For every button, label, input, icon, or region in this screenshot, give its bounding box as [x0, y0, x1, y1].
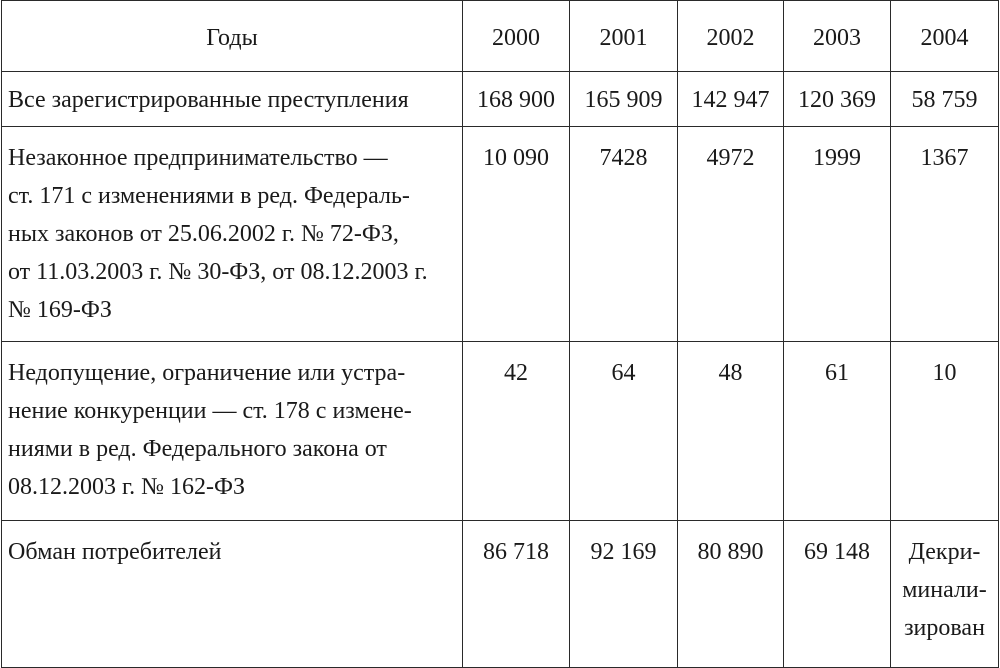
- value-cell-2003: [784, 127, 891, 342]
- value-cell-2003: [784, 521, 891, 668]
- row-label: [2, 342, 463, 521]
- value-cell-2002: [678, 127, 784, 342]
- table-row-all-crimes: [2, 72, 999, 127]
- header-year-2000: 2000: [463, 1, 570, 72]
- value-cell-2002: [678, 72, 784, 127]
- row-label-line: Все зарегистрированные преступления: [8, 87, 409, 113]
- value-cell-2002: [678, 521, 784, 668]
- value-text: 165 909: [584, 87, 663, 113]
- value-text: 7428: [599, 145, 648, 171]
- crime-statistics-table: [1, 0, 999, 668]
- row-label-line: Обман потребителей: [8, 539, 222, 565]
- value-cell-2001: [570, 342, 678, 521]
- row-label-line: Недопущение, ограничение или устра-: [8, 360, 406, 386]
- value-text: 86 718: [483, 539, 549, 565]
- value-cell-2003: [784, 72, 891, 127]
- value-text: 142 947: [691, 87, 770, 113]
- row-label: [2, 72, 463, 127]
- row-label-line: Незаконное предпринимательство —: [8, 145, 388, 171]
- value-text: зирован: [904, 615, 985, 641]
- table-header-row: [2, 1, 999, 72]
- value-cell-2000: [463, 521, 570, 668]
- row-label: [2, 521, 463, 668]
- table-row-consumer-fraud: [2, 521, 999, 668]
- value-text: 58 759: [911, 87, 978, 113]
- value-cell-2000: [463, 72, 570, 127]
- row-label-line: от 11.03.2003 г. № 30-ФЗ, от 08.12.2003 г.: [8, 259, 428, 285]
- row-label-line: ст. 171 с изменениями в ред. Федераль-: [8, 183, 410, 209]
- value-cell-2004: [891, 72, 999, 127]
- value-text: 120 369: [798, 87, 876, 113]
- row-label: [2, 127, 463, 342]
- value-cell-2000: [463, 127, 570, 342]
- value-text: 1367: [920, 145, 969, 171]
- value-cell-2002: [678, 342, 784, 521]
- value-text: 92 169: [590, 539, 657, 565]
- value-cell-2003: [784, 342, 891, 521]
- value-text: 1999: [813, 145, 861, 171]
- header-year-2003: 2003: [784, 1, 891, 72]
- value-text: минали-: [902, 577, 987, 603]
- header-year-2001: 2001: [570, 1, 678, 72]
- header-year-2002: 2002: [678, 1, 784, 72]
- value-text: 10: [932, 360, 957, 386]
- value-text: 80 890: [697, 539, 764, 565]
- value-text: 48: [718, 360, 743, 386]
- value-text: 42: [504, 360, 528, 386]
- value-cell-2000: [463, 342, 570, 521]
- row-label-line: ниями в ред. Федерального закона от: [8, 436, 387, 462]
- table-row-competition: [2, 342, 999, 521]
- value-text: 69 148: [804, 539, 870, 565]
- row-label-line: ных законов от 25.06.2002 г. № 72-ФЗ,: [8, 221, 399, 247]
- value-cell-2001: [570, 127, 678, 342]
- row-label-line: нение конкуренции — ст. 178 с измене-: [8, 398, 412, 424]
- value-cell-2004: [891, 127, 999, 342]
- value-cell-2001: [570, 521, 678, 668]
- value-text: 4972: [706, 145, 755, 171]
- value-text: 64: [611, 360, 636, 386]
- value-text: Декри-: [908, 539, 981, 565]
- value-text: 61: [825, 360, 849, 386]
- value-text: 10 090: [483, 145, 549, 171]
- value-cell-2004: [891, 342, 999, 521]
- row-label-line: 08.12.2003 г. № 162-ФЗ: [8, 474, 246, 500]
- value-cell-2004: [891, 521, 999, 668]
- header-years-label: Годы: [2, 1, 463, 72]
- row-label-line: № 169-ФЗ: [8, 297, 112, 323]
- value-cell-2001: [570, 72, 678, 127]
- table-row-illegal-business: [2, 127, 999, 342]
- header-year-2004: 2004: [891, 1, 999, 72]
- value-text: 168 900: [477, 87, 555, 113]
